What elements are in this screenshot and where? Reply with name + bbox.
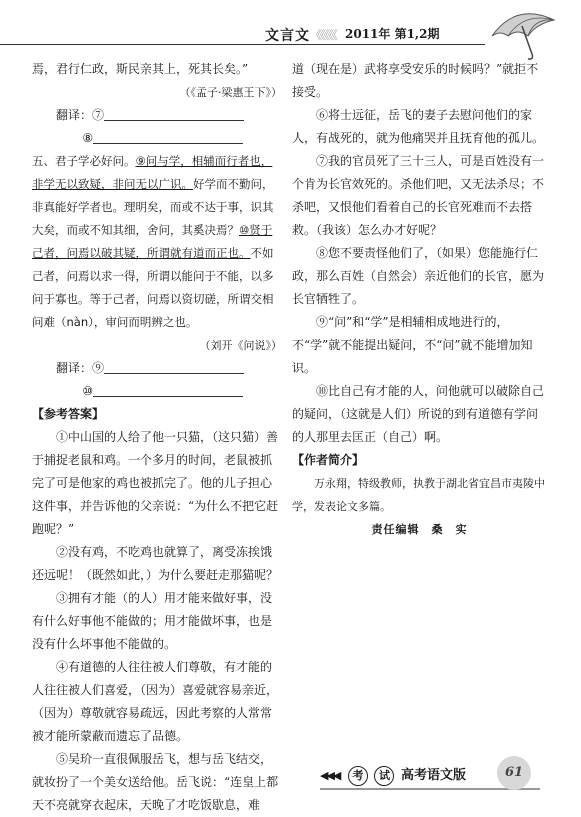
left-column: [32, 58, 282, 817]
answer-7: ⑦我的官员死了三十三人，可是百姓没有一个肯为长官效死的。杀他们吧，又无法杀尽；不杀吧，又恨他们看着自己的长官死难而不去搭救。（我该）怎么办才好呢？: [292, 154, 545, 237]
answer-3: ③拥有才能（的人）用才能来做好事，没有什么好事他不能做的；用才能做坏事，也是没有什么坏事他不能做的。: [32, 591, 273, 651]
answer-2: ②没有鸡，不吃鸡也就算了，离受冻挨饿还远呢！（既然如此，）为什么要赶走那猫呢？: [32, 545, 279, 582]
page-header: [0, 0, 581, 52]
responsible-editor: 责任编辑 桑 实: [371, 523, 468, 536]
answer-10: ⑩比自己有才能的人，问他就可以破除自己的疑问，（这就是人们）所说的到有道德有学问的人那里去匡正（自己）啊。: [292, 384, 545, 444]
passage-line: 焉，君行仁政，斯民亲其上，死其长矣。”: [32, 62, 249, 76]
translation-blank-7: 翻译：⑦: [32, 104, 282, 127]
answer-1: ①中山国的人给了他一只猫，（这只猫）善于捕捉老鼠和鸡。一个多月的时间，老鼠被抓完了可是他家的鸡也被抓完了。他的儿子担心这件事，并告诉他的父亲说：“为什么不把它赶跑呢？”: [32, 430, 279, 536]
header-arrows: 《《《《《: [310, 28, 337, 42]
answer-6: ⑥将士远征，岳飞的妻子去慰问他们的家人，有战死的，就为他痛哭并且抚育他的孤儿。: [292, 108, 545, 145]
footer-circle-char: 试: [374, 766, 394, 786]
umbrella-icon: [488, 6, 558, 62]
issue-label: 2011年 第1,2期: [345, 27, 440, 41]
translation-blank-9: 翻译：⑨: [32, 357, 282, 380]
answer-5-continued: 道（现在是）武将享受安乐的时候吗？”就拒不接受。: [292, 62, 539, 99]
passage-source: （《孟子·梁惠王下》）: [179, 86, 282, 99]
answer-5: ⑤吴玠一直很佩服岳飞，想与岳飞结交，就妆扮了一个美女送给他。岳飞说：“连皇上都天不亮就穿衣起床，天晚了才吃饭歇息，难: [32, 752, 279, 812]
translation-blank-8: ⑧: [32, 127, 282, 150]
page-footer: [320, 764, 466, 786]
answer-4: ④有道德的人往往被人们尊敬，有才能的人往往被人们喜爱，（因为）喜爱就容易亲近，（因为）尊敬就容易疏远，因此考察的人常常被才能所蒙蔽而遗忘了品德。: [32, 660, 279, 743]
translation-blank-10: ⑩: [32, 380, 282, 403]
right-column: [292, 58, 547, 541]
author-bio: 万永翔，特级教师，执教于湖北省宜昌市夷陵中学，发表论文多篇。: [292, 477, 545, 513]
footer-publication: 高考语文版: [400, 768, 466, 783]
header-rule: [0, 44, 485, 45]
footer-circle-char: 考: [348, 766, 368, 786]
passage-source-2: （刘开《问说》）: [199, 339, 282, 352]
section-5-passage: 五、君子学必好问。⑨问与学，相辅而行者也，非学无以致疑，非问无以广识。好学而不勤问，非真能好学者也。理明矣，而或不达于事，识其大矣，而或不知其细，舍问，其奚决焉？⑩贤于己者，问焉以破其疑，所谓就有道而正也。不如己者，问焉以求一得，所谓以能问于不能，以多问于寡也。等于己者，问焉以资切磋，所谓交相问难（nàn），审问而明辨之也。: [32, 154, 274, 329]
answers-heading: 【参考答案】: [32, 407, 105, 421]
answer-8: ⑧您不要责怪他们了，（如果）您能施行仁政，那么百姓（自然会）亲近他们的长官，愿为长官牺牲了。: [292, 246, 545, 306]
answer-9: ⑨“问”和“学”是相辅相成地进行的，不“学”就不能提出疑问，不“问”就不能增加知识。: [292, 315, 533, 375]
footer-arrows: ◀◀◀: [320, 769, 340, 782]
page-number: 61: [497, 756, 531, 790]
author-heading: 【作者简介】: [292, 453, 365, 467]
section-title: 文言文: [265, 28, 310, 44]
